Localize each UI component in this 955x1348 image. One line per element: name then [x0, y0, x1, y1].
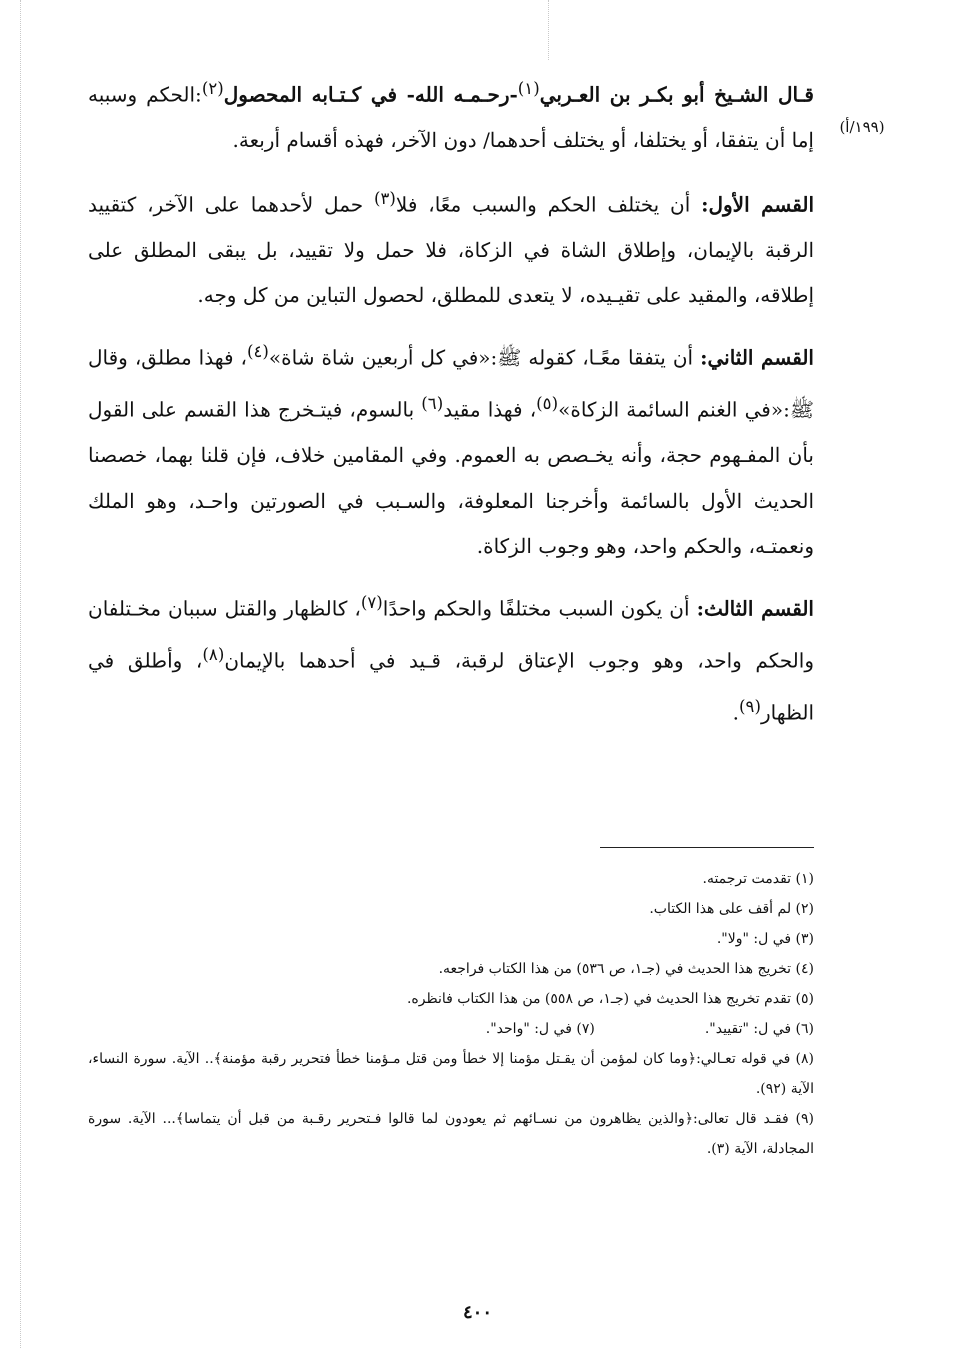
section-1-text-a: أن يختلف الحكم والسبب معًا، فلا — [395, 192, 702, 217]
section-2-text-a: أن يتفقا معًـا، كقوله ﷺ:«في كل أربعين شاة شاة» — [268, 345, 701, 370]
intro-heading-cont: -رحـمـه الله- في كـتـابه — [302, 82, 518, 107]
main-text — [88, 66, 814, 746]
intro-text: :الحكم وسببه إما أن يتفقا، أو يختلفا، أو يختلف أحدهما/ دون الآخر، فهذه أقسام أربعة. — [88, 82, 814, 153]
paragraph-section-2 — [88, 329, 814, 570]
section-2-text-c: ، فهذا مقيد — [443, 397, 537, 422]
section-1-text-b: حمل لأحدهما على الآخر، كتقييد الرقبة بالإيمان، وإطلاق الشاة في الزكاة، فلا حمل ولا تقييد، بل يبقى المطلق على إطلاقه، والمقيد على تقيـيده، لا يتعدى للمطلق، لحصول التباين من كل وجه. — [88, 192, 814, 308]
section-2-text-d: بالسوم، فيتـخرج هذا القسم على القول بأن المفـهوم حجة، وأنه يخـصص به العموم. وفي المقامين خلاف، فإن قلنا بهما، خصصنا الحديث الأول بالسائمة وأخرجنا المعلوفة، والسـبب في الصورتين واحـد، وهو الملك ونعمتـه، والحكم واحد، وهو وجوب الزكاة. — [88, 397, 814, 559]
footnote-1: (١) تقدمت ترجمته. — [702, 871, 814, 887]
section-3-text-d: . — [732, 700, 740, 725]
footnote-ref-4: (٤) — [246, 341, 269, 361]
manuscript-folio-ref: (١٩٩/أ) — [839, 118, 885, 136]
section-3-heading: القسم الثالث: — [696, 596, 814, 621]
footnote-5: (٥) تقدم تخريج هذا الحديث في (جـ١، ص ٥٥٨) من هذا الكتاب فانظره. — [406, 991, 814, 1007]
footnote-ref-3: (٣) — [373, 188, 396, 208]
footnote-ref-7: (٧) — [360, 592, 383, 612]
section-3-text-a: أن يكون السبب مختلفًا والحكم واحدًا — [382, 596, 697, 621]
paragraph-section-3 — [88, 580, 814, 736]
section-2-text-b: ، فهذا مطلق، وقال ﷺ:«في الغنم السائمة الزكاة» — [88, 345, 814, 422]
paragraph-section-1 — [88, 176, 814, 319]
footnote-ref-6: (٦) — [421, 393, 444, 413]
footnote-7: (٧) في ل: "واحد". — [485, 1021, 595, 1037]
footnotes — [88, 864, 814, 1164]
footnote-ref-2: (٢) — [201, 79, 224, 98]
footnote-2: (٢) لم أقف على هذا الكتاب. — [649, 901, 814, 917]
scan-fold-line — [548, 0, 549, 60]
footnote-6: (٦) في ل: "تقييد". — [704, 1021, 814, 1037]
footnote-3: (٣) في ل: "ولا". — [716, 931, 814, 947]
section-3-text-c: ، وأطلق في الظهار — [88, 648, 814, 725]
footnote-8: (٨) في قوله تعـالي:﴿وما كان لمؤمن أن يقـتل مؤمنا إلا خطأ ومن قتل مـؤمنا خطأ فتحرير رقبة مؤمنة﴾.. الآية. سورة النساء، الآية (٩٢). — [88, 1051, 814, 1097]
page-number: ٤٠٠ — [462, 1302, 492, 1323]
scan-margin-line — [20, 0, 21, 1348]
paragraph-intro — [88, 66, 814, 164]
footnote-ref-8: (٨) — [202, 644, 225, 664]
footnote-4: (٤) تخريج هذا الحديث في (جـ١، ص ٥٣٦) من هذا الكتاب فراجعه. — [438, 961, 814, 977]
book-title: المحصول — [223, 82, 303, 107]
footnote-9: (٩) فقـد قال تعالى:﴿والذين يظاهرون من نسـائهم ثم يعودون لما قالوا فـتحرير رقـبة من قبل أن يتماسا﴾... الآية. سورة المجادلة، الآية (٣). — [88, 1111, 814, 1157]
footnote-row-6-7 — [88, 1014, 814, 1044]
footnote-ref-9: (٩) — [739, 696, 761, 716]
footnote-ref-5: (٥) — [536, 393, 559, 413]
footnote-ref-1: (١) — [517, 79, 540, 98]
intro-heading: قـال الشـيخ أبو بكـر بن العـربي — [539, 82, 814, 107]
section-1-heading: القسم الأول: — [701, 192, 814, 217]
section-3-text-b: ، كالظهار والقتل سببان مخـتلفان والحكم واحد، وهو وجوب الإعتاق لرقبة، قـيد في أحدهما بالإيمان — [88, 596, 814, 673]
section-2-heading: القسم الثاني: — [700, 345, 814, 370]
footnote-separator — [600, 847, 814, 848]
